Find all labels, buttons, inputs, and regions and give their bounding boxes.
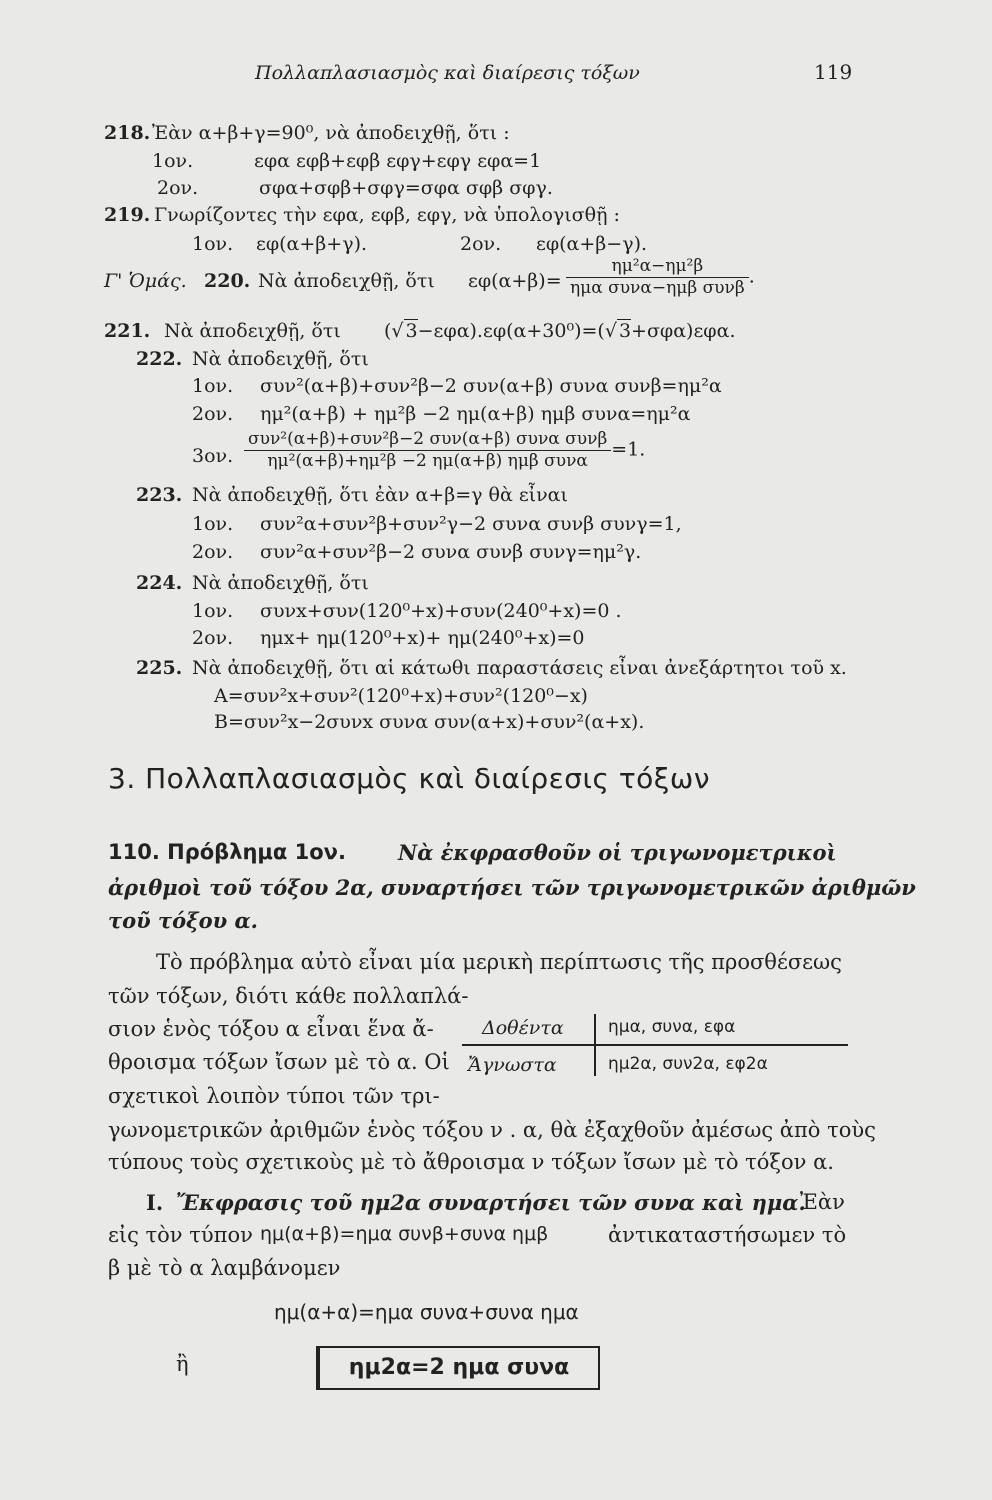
part-line-2c: ἀντικαταστήσωμεν τὸ	[608, 1223, 847, 1247]
fraction-numerator: ημ²α−ημ²β	[566, 258, 749, 278]
exercise-218-number: 218.	[104, 122, 151, 144]
part-line-2-formula: ημ(α+β)=ημα συνβ+συνα ημβ	[260, 1223, 549, 1245]
body-line-7: τύπους τοὺς σχετικοὺς μὲ τὸ ἄθροισμα ν τόξων ἴσων μὲ τὸ τόξον α.	[108, 1150, 834, 1174]
body-line-3: σιον ἑνὸς τόξου α εἶναι ἕνα ἄ-	[108, 1017, 434, 1041]
body-line-6: γωνομετρικῶν ἀριθμῶν ἑνὸς τόξου ν . α, θὰ ἐξαχθοῦν ἀμέσως ἀπὸ τοὺς	[108, 1118, 876, 1142]
table-unknown-values: ημ2α, συν2α, εφ2α	[608, 1054, 768, 1074]
exercise-219-formula-2: εφ(α+β−γ).	[536, 233, 648, 255]
or-word: ἢ	[176, 1352, 189, 1376]
exercise-222-formula-2: ημ²(α+β) + ημ²β −2 ημ(α+β) ημβ συνα=ημ²α	[260, 403, 691, 425]
exercise-222-formula-1: συν²(α+β)+συν²β−2 συν(α+β) συνα συνβ=ημ²α	[260, 375, 722, 397]
exercise-223-label-1: 1ον.	[192, 513, 234, 535]
running-header: Πολλαπλασιασμὸς καὶ διαίρεσις τόξων	[255, 62, 640, 84]
formula-part: −εφα).εφ(α+30⁰)=(√	[417, 320, 617, 342]
exercise-223-formula-1: συν²α+συν²β+συν²γ−2 συνα συνβ συνγ=1,	[260, 513, 682, 535]
exercise-222-text: Νὰ ἀποδειχθῇ, ὅτι	[192, 348, 369, 370]
group-heading: Γ' Ὁμάς.	[104, 270, 187, 292]
exercise-224-label-2: 2ον.	[192, 627, 234, 649]
boxed-formula: ημ2α=2 ημα συνα	[316, 1346, 600, 1390]
formula-part: (√	[384, 320, 404, 342]
exercise-222-number: 222.	[136, 348, 183, 370]
exercise-221-text: Νὰ ἀποδειχθῇ, ὅτι	[164, 320, 341, 342]
exercise-218-text: Ἐὰν α+β+γ=90⁰, νὰ ἀποδειχθῇ, ὅτι :	[152, 122, 510, 144]
exercise-218-formula-1: εφα εφβ+εφβ εφγ+εφγ εφα=1	[254, 150, 542, 172]
exercise-220-fraction	[566, 258, 755, 297]
exercise-223-number: 223.	[136, 484, 183, 506]
fraction-denominator: ημ²(α+β)+ημ²β −2 ημ(α+β) ημβ συνα	[267, 451, 588, 471]
problem-number: 110. Πρόβλημα 1ον.	[108, 840, 346, 864]
exercise-225-text: Νὰ ἀποδειχθῇ, ὅτι αἱ κάτωθι παραστάσεις εἶναι ἀνεξάρτητοι τοῦ x.	[192, 657, 847, 679]
radicand: 3	[405, 320, 418, 342]
exercise-225-number: 225.	[136, 657, 183, 679]
table-given-label: Δοθέντα	[482, 1017, 564, 1039]
exercise-221-formula	[384, 322, 736, 341]
exercise-222-label-1: 1ον.	[192, 375, 234, 397]
table-given-values: ημα, συνα, εφα	[608, 1017, 736, 1037]
exercise-222-fraction	[244, 431, 645, 470]
table-vertical-rule	[594, 1014, 596, 1076]
table-unknown-label: Ἄγνωστα	[468, 1054, 557, 1076]
exercise-218-label-2: 2ον.	[157, 177, 199, 199]
part-line-3: β μὲ τὸ α λαμβάνομεν	[108, 1256, 341, 1280]
exercise-224-formula-1: συνx+συν(120⁰+x)+συν(240⁰+x)=0 .	[260, 600, 622, 622]
body-line-2: τῶν τόξων, διότι κάθε πολλαπλά-	[108, 984, 469, 1008]
exercise-219-formula-1: εφ(α+β+γ).	[256, 233, 368, 255]
fraction-denominator: ημα συνα−ημβ συνβ	[570, 278, 745, 298]
body-line-5: σχετικοὶ λοιπὸν τύποι τῶν τρι-	[108, 1084, 440, 1108]
exercise-224-formula-2: ημx+ ημ(120⁰+x)+ ημ(240⁰+x)=0	[260, 627, 585, 649]
part-title-after: Ἐὰν	[800, 1190, 845, 1214]
exercise-220-number: 220.	[204, 270, 251, 292]
problem-statement-line-1: Νὰ ἐκφρασθοῦν οἱ τριγωνομετρικοὶ	[398, 840, 837, 865]
exercise-219-label-1: 1ον.	[192, 233, 234, 255]
problem-statement-line-3: τοῦ τόξου α.	[108, 908, 258, 933]
exercise-223-formula-2: συν²α+συν²β−2 συνα συνβ συνγ=ημ²γ.	[260, 541, 642, 563]
table-horizontal-rule	[462, 1044, 848, 1046]
fraction-rhs: =1.	[611, 438, 646, 461]
exercise-219-label-2: 2ον.	[460, 233, 502, 255]
exercise-223-text: Νὰ ἀποδειχθῇ, ὅτι ἐὰν α+β=γ θὰ εἶναι	[192, 484, 568, 506]
derived-equation: ημ(α+α)=ημα συνα+συνα ημα	[274, 1300, 579, 1324]
body-line-4: θροισμα τόξων ἴσων μὲ τὸ α. Οἱ	[108, 1050, 450, 1074]
exercise-222-label-2: 2ον.	[192, 403, 234, 425]
exercise-222-label-3: 3ον.	[192, 445, 234, 467]
fraction-end: .	[748, 265, 755, 288]
formula-part: +σφα)εφα.	[631, 320, 736, 342]
exercise-224-number: 224.	[136, 572, 183, 594]
exercise-223-label-2: 2ον.	[192, 541, 234, 563]
part-title: Ἔκφρασις τοῦ ημ2α συναρτήσει τῶν συνα καὶ ημα.	[176, 1190, 806, 1215]
exercise-218-formula-2: σφα+σφβ+σφγ=σφα σφβ σφγ.	[259, 177, 553, 199]
section-title: 3. Πολλαπλασιασμὸς καὶ διαίρεσις τόξων	[108, 762, 711, 795]
radicand: 3	[618, 320, 632, 342]
exercise-224-label-1: 1ον.	[192, 600, 234, 622]
exercise-218-label-1: 1ον.	[152, 150, 194, 172]
page-number: 119	[814, 60, 853, 84]
exercise-220-lhs: εφ(α+β)=	[468, 270, 562, 292]
exercise-221-number: 221.	[104, 320, 151, 342]
body-line-1: Τὸ πρόβλημα αὐτὸ εἶναι μία μερικὴ περίπτωσις τῆς προσθέσεως	[156, 950, 842, 974]
exercise-225-expression-a: A=συν²x+συν²(120⁰+x)+συν²(120⁰−x)	[214, 685, 588, 707]
exercise-220-text: Νὰ ἀποδειχθῇ, ὅτι	[258, 270, 435, 292]
exercise-219-number: 219.	[104, 204, 151, 226]
exercise-225-expression-b: B=συν²x−2συνx συνα συν(α+x)+συν²(α+x).	[214, 711, 645, 733]
fraction-numerator: συν²(α+β)+συν²β−2 συν(α+β) συνα συνβ	[244, 431, 611, 451]
exercise-219-text: Γνωρίζοντες τὴν εφα, εφβ, εφγ, νὰ ὑπολογισθῇ :	[154, 204, 620, 226]
problem-statement-line-2: ἀριθμοὶ τοῦ τόξου 2α, συναρτήσει τῶν τριγωνομετρικῶν ἀριθμῶν	[108, 875, 916, 900]
exercise-224-text: Νὰ ἀποδειχθῇ, ὅτι	[192, 572, 369, 594]
part-marker: I.	[146, 1190, 164, 1215]
part-line-2a: εἰς τὸν τύπον	[108, 1223, 253, 1247]
